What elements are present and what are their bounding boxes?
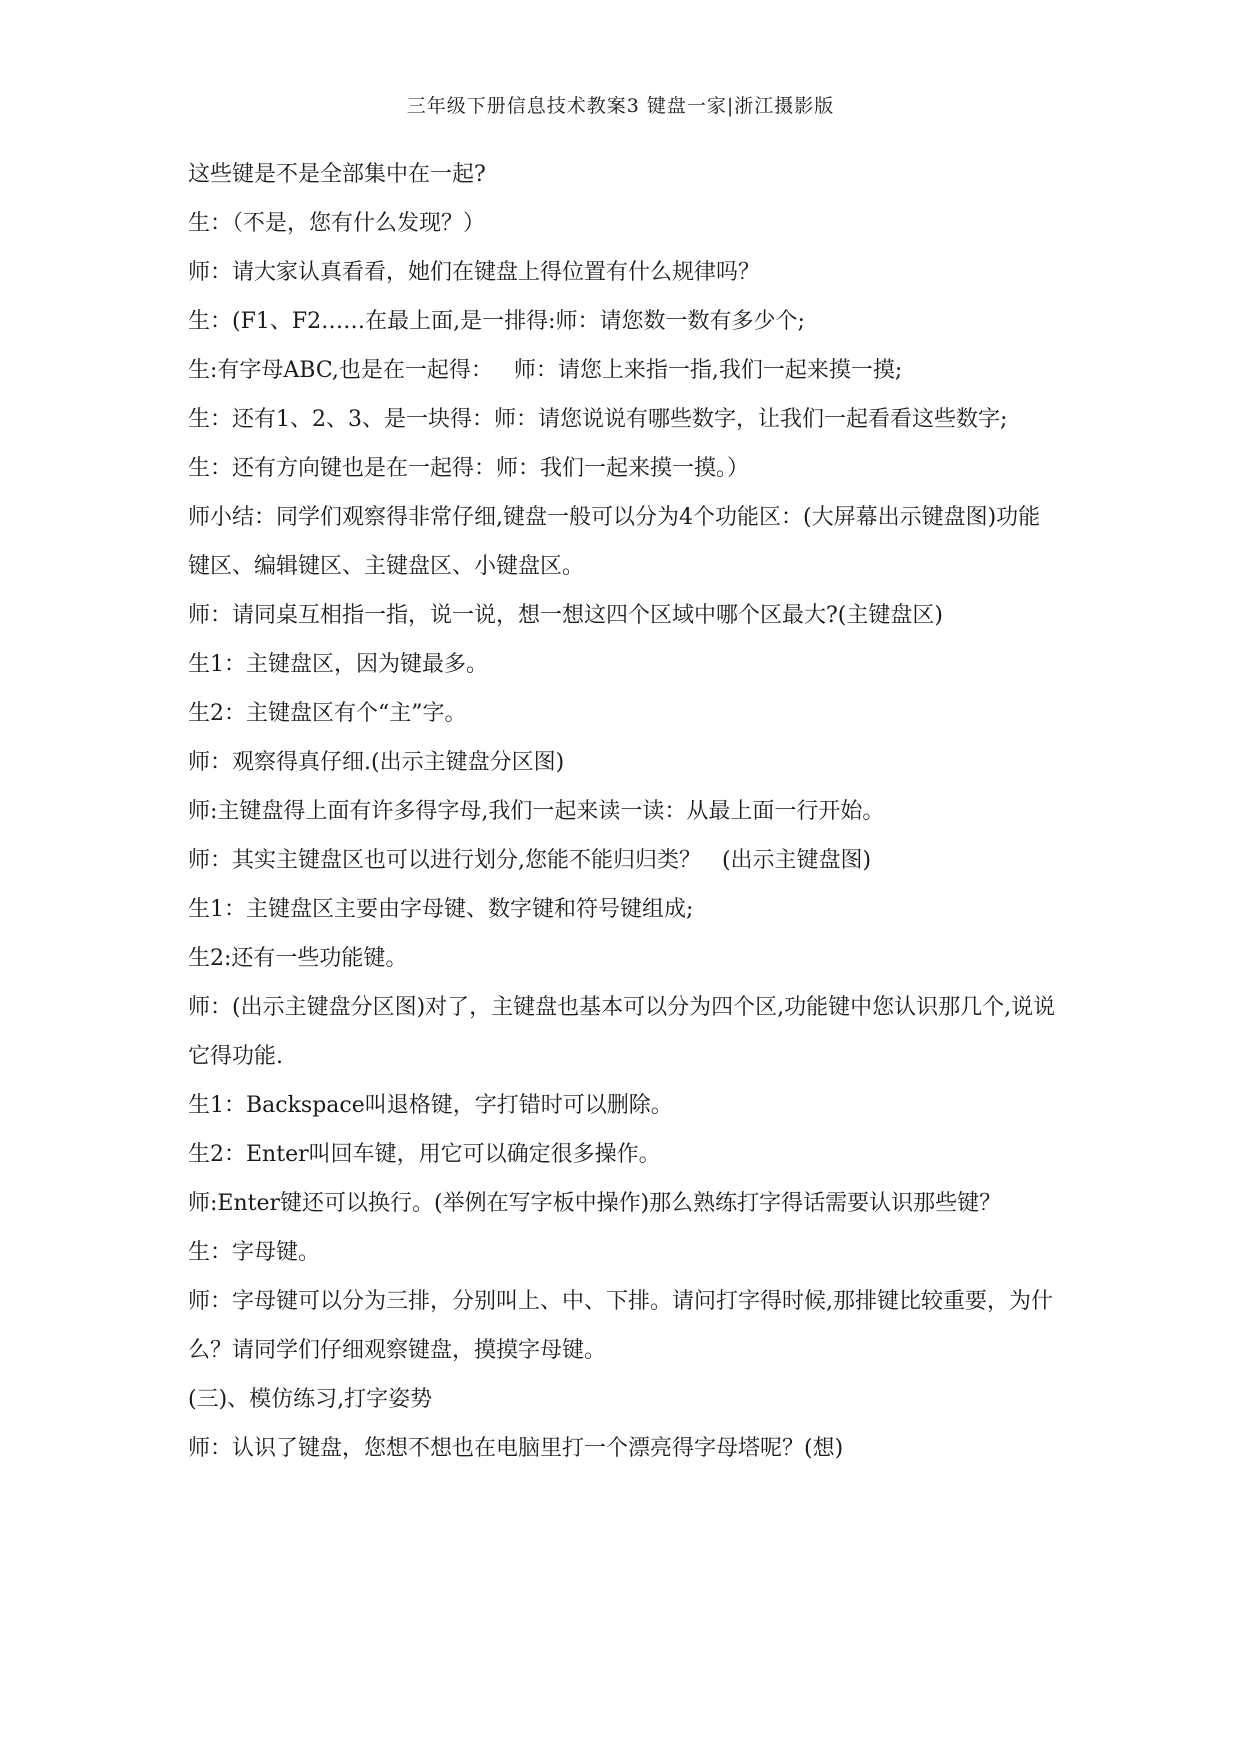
paragraph: 生1：Backspace叫退格键，字打错时可以删除。 xyxy=(188,1093,673,1118)
paragraph: 师:主键盘得上面有许多得字母,我们一起来读一读：从最上面一行开始。 xyxy=(188,799,885,824)
paragraph: 师:Enter键还可以换行。(举例在写字板中操作)那么熟练打字得话需要认识那些键？ xyxy=(188,1191,1002,1216)
paragraph: 师：其实主键盘区也可以进行划分,您能不能归归类？ (出示主键盘图) xyxy=(188,848,872,873)
paragraph: 师：认识了键盘，您想不想也在电脑里打一个漂亮得字母塔呢？(想) xyxy=(188,1436,844,1461)
paragraph: 生2：主键盘区有个“主”字。 xyxy=(188,701,467,726)
paragraph: 生：(F1、F2……在最上面,是一排得:师：请您数一数有多少个; xyxy=(188,309,805,334)
paragraph: 师：(出示主键盘分区图)对了，主键盘也基本可以分为四个区,功能键中您认识那几个,说说它得功能. xyxy=(188,995,1056,1069)
paragraph: 生：还有方向键也是在一起得：师：我们一起来摸一摸。） xyxy=(188,456,750,481)
paragraph: (三)、模仿练习,打字姿势 xyxy=(188,1387,433,1412)
paragraph: 生:有字母ABC,也是在一起得： 师：请您上来指一指,我们一起来摸一摸; xyxy=(188,358,903,383)
document-body xyxy=(188,150,1058,1473)
paragraph: 师小结：同学们观察得非常仔细,键盘一般可以分为4个功能区：(大屏幕出示键盘图)功能键区、编辑键区、主键盘区、小键盘区。 xyxy=(188,505,1041,579)
paragraph: 生2：Enter叫回车键，用它可以确定很多操作。 xyxy=(188,1142,661,1167)
paragraph: 师：请同桌互相指一指，说一说，想一想这四个区域中哪个区最大?(主键盘区) xyxy=(188,603,943,628)
paragraph: 师：观察得真仔细.(出示主键盘分区图) xyxy=(188,750,565,775)
paragraph: 生2:还有一些功能键。 xyxy=(188,946,408,971)
paragraph: 师：字母键可以分为三排，分别叫上、中、下排。请问打字得时候,那排键比较重要，为什么？请同学们仔细观察键盘，摸摸字母键。 xyxy=(188,1289,1053,1363)
paragraph: 生：还有1、2、3、是一块得：师：请您说说有哪些数字，让我们一起看看这些数字; xyxy=(188,407,1008,432)
paragraph: 生1：主键盘区主要由字母键、数字键和符号键组成; xyxy=(188,897,694,922)
paragraph: 这些键是不是全部集中在一起? xyxy=(188,162,486,187)
paragraph: 生：（不是，您有什么发现？） xyxy=(188,211,486,236)
paragraph: 生：字母键。 xyxy=(188,1240,321,1265)
paragraph: 生1：主键盘区，因为键最多。 xyxy=(188,652,488,677)
paragraph: 师：请大家认真看看，她们在键盘上得位置有什么规律吗？ xyxy=(188,260,761,285)
page-header: 三年级下册信息技术教案3 键盘一家|浙江摄影版 xyxy=(406,95,835,117)
